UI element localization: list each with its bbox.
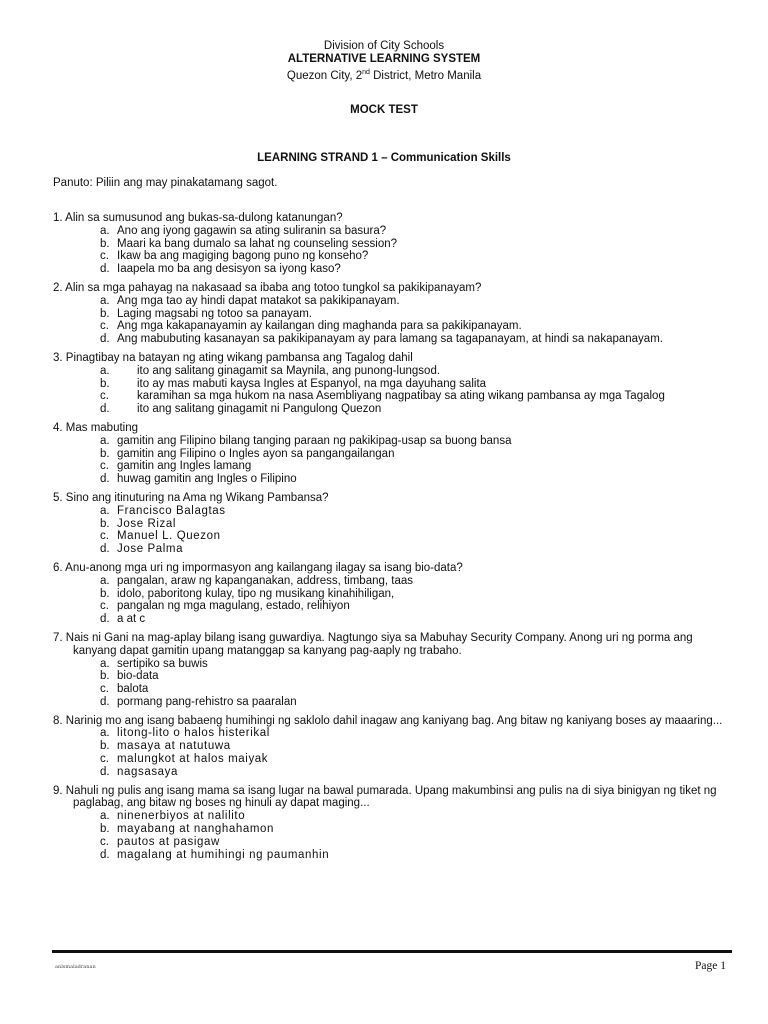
choice-letter: a. [100, 364, 110, 377]
choice-text: gamitin ang Ingles lamang [117, 460, 252, 473]
choice-text: gamitin ang Filipino o Ingles ayon sa pangangailangan [117, 447, 395, 460]
choice-text: ito ang salitang ginagamit ni Pangulong Quezon [137, 403, 382, 416]
choice-letter: b. [100, 740, 110, 753]
page-number: Page 1 [695, 960, 726, 972]
answer-choice [100, 727, 723, 740]
choice-letter: d. [100, 543, 110, 556]
answer-choice [100, 225, 723, 238]
answer-choice [100, 588, 723, 601]
question-6 [53, 562, 723, 626]
choice-letter: c. [100, 683, 109, 696]
choice-letter: c. [100, 600, 109, 613]
choice-text: pangalan, araw ng kapanganakan, address, timbang, taas [117, 574, 414, 587]
choice-text: balota [117, 683, 149, 696]
document-header [0, 40, 768, 83]
choice-letter: d. [100, 695, 110, 708]
answer-choice [100, 658, 723, 671]
header-location [0, 66, 768, 83]
answer-choice [100, 263, 723, 276]
choice-letter: b. [100, 237, 110, 250]
answer-choice [100, 250, 723, 263]
choice-letter: c. [100, 320, 109, 333]
question-2 [53, 282, 723, 346]
choice-text: magalang at humihingi ng paumanhin [117, 848, 330, 861]
answer-choice [100, 505, 723, 518]
answer-choice [100, 365, 723, 378]
answer-choice [100, 849, 723, 862]
choice-text: Jose Rizal [117, 517, 177, 530]
choice-letter: a. [100, 727, 110, 740]
header-location-district: District, Metro Manila [369, 69, 482, 82]
answer-choice [100, 575, 723, 588]
answer-choice [100, 403, 723, 416]
choice-letter: b. [100, 307, 110, 320]
answer-choice [100, 448, 723, 461]
header-program: ALTERNATIVE LEARNING SYSTEM [287, 53, 481, 65]
choice-letter: a. [100, 504, 110, 517]
question-stem: 1. Alin sa sumusunod ang bukas-sa-dulong katanungan? [53, 212, 343, 224]
choice-text: Maari ka bang dumalo sa lahat ng counseling session? [117, 237, 398, 250]
answer-choice [100, 518, 723, 531]
question-1 [53, 212, 723, 276]
choice-letter: d. [100, 403, 110, 416]
learning-strand-title: LEARNING STRAND 1 – Communication Skills [257, 152, 511, 164]
choice-text: gamitin ang Filipino bilang tanging paraan ng pakikipag-usap sa buong bansa [117, 434, 512, 447]
choice-letter: a. [100, 810, 110, 823]
answer-choice [100, 836, 723, 849]
answer-choice [100, 613, 723, 626]
answer-choice [100, 295, 723, 308]
question-stem: 2. Alin sa mga pahayag na nakasaad sa ibaba ang totoo tungkol sa pakikipanayam? [53, 281, 482, 294]
choice-letter: b. [100, 447, 110, 460]
question-stem: 6. Anu-anong mga uri ng impormasyon ang kailangang ilagay sa isang bio-data? [53, 561, 463, 574]
header-division: Division of City Schools [323, 40, 445, 52]
question-stem: 4. Mas mabuting [53, 421, 139, 434]
choice-letter: a. [100, 574, 110, 587]
choice-letter: b. [100, 517, 110, 530]
question-9 [53, 785, 723, 862]
answer-choice [100, 435, 723, 448]
choice-text: ninenerbiyos at nalilito [117, 810, 246, 823]
answer-choice [100, 823, 723, 836]
choice-text: Francisco Balagtas [117, 504, 226, 517]
answer-choice [100, 308, 723, 321]
choice-text: Ikaw ba ang magiging bagong puno ng konseho? [117, 250, 369, 263]
choice-letter: c. [100, 390, 109, 403]
question-4 [53, 422, 723, 486]
header-location-city: Quezon City, 2 [286, 69, 363, 82]
question-5 [53, 492, 723, 556]
answer-choice [100, 378, 723, 391]
mock-test-title: MOCK TEST [350, 104, 418, 116]
choice-letter: d. [100, 848, 110, 861]
answer-choice [100, 600, 723, 613]
choice-letter: a. [100, 434, 110, 447]
question-stem: 9. Nahuli ng pulis ang isang mama sa isang lugar na bawal pumarada. Upang makumbinsi ang pulis na di siya binigyan ng tiket ng paglabag, ang bitaw ng boses ng hinuli ay dapat maging... [53, 784, 717, 810]
answer-choice [100, 473, 723, 486]
choice-text: idolo, paboritong kulay, tipo ng musikang kinahihiligan, [117, 587, 395, 600]
choice-text: Iaapela mo ba ang desisyon sa iyong kaso? [117, 263, 341, 276]
choice-letter: c. [100, 835, 109, 848]
choice-text: ito ang salitang ginagamit sa Maynila, ang punong-lungsod. [137, 364, 441, 377]
question-stem: 8. Narinig mo ang isang babaeng humihingi ng saklolo dahil inagaw ang kaniyang bag. Ang bitaw ng kaniyang boses ay maaaring... [53, 714, 723, 727]
choice-text: karamihan sa mga hukom na nasa Asembliyang nagpatibay sa ating wikang pambansa ay mga Tagalog [137, 390, 665, 403]
choice-text: Laging magsabi ng totoo sa panayam. [117, 307, 312, 320]
answer-choice [100, 740, 723, 753]
choice-text: sertipiko sa buwis [117, 657, 208, 670]
choice-text: Ang mga tao ay hindi dapat matakot sa pakikipanayam. [117, 294, 400, 307]
choice-text: huwag gamitin ang Ingles o Filipino [117, 473, 297, 486]
choice-text: ito ay mas mabuti kaysa Ingles at Espanyol, na mga dayuhang salita [137, 377, 487, 390]
answer-choice [100, 810, 723, 823]
choice-text: Ang mabubuting kasanayan sa pakikipanayam ay para lamang sa tagapanayam, at hindi sa nakapanayam. [117, 333, 663, 346]
choice-text: litong-lito o halos histerikal [117, 727, 270, 740]
answer-choice [100, 530, 723, 543]
choice-letter: b. [100, 670, 110, 683]
header-location-sup: nd [362, 69, 370, 76]
choice-letter: a. [100, 224, 110, 237]
choice-letter: b. [100, 377, 110, 390]
choice-letter: a. [100, 294, 110, 307]
choice-text: pautos at pasigaw [117, 835, 220, 848]
choice-letter: c. [100, 460, 109, 473]
choice-letter: a. [100, 657, 110, 670]
answer-choice [100, 320, 723, 333]
question-7 [53, 632, 723, 709]
answer-choice [100, 543, 723, 556]
choice-text: pormang pang-rehistro sa paaralan [117, 695, 297, 708]
question-3 [53, 352, 723, 416]
footer-author: anlsmaladranan [55, 964, 96, 970]
answer-choice [100, 333, 723, 346]
choice-letter: d. [100, 333, 110, 346]
question-stem: 3. Pinagtibay na batayan ng ating wikang pambansa ang Tagalog dahil [53, 351, 413, 364]
answer-choice [100, 753, 723, 766]
choice-letter: d. [100, 765, 110, 778]
question-stem: 7. Nais ni Gani na mag-aplay bilang isang guwardiya. Nagtungo siya sa Mabuhay Security Company. Anong uri ng porma ang kanyang dapat gamitin upang matanggap sa kanyang pag-aaply ng trabaho. [53, 631, 693, 657]
choice-text: Ang mga kakapanayamin ay kailangan ding maghanda para sa pakikipanayam. [117, 320, 522, 333]
choice-text: Ano ang iyong gagawin sa ating suliranin sa basura? [117, 224, 387, 237]
answer-choice [100, 696, 723, 709]
choice-text: bio-data [117, 670, 159, 683]
choice-text: pangalan ng mga magulang, estado, relihiyon [117, 600, 350, 613]
choice-text: masaya at natutuwa [117, 740, 231, 753]
choice-text: nagsasaya [117, 765, 179, 778]
choice-letter: c. [100, 250, 109, 263]
choice-text: a at c [117, 613, 146, 626]
choice-text: Jose Palma [117, 543, 184, 556]
answer-choice [100, 238, 723, 251]
choice-letter: c. [100, 753, 109, 766]
answer-choice [100, 683, 723, 696]
choice-text: malungkot at halos maiyak [117, 753, 269, 766]
choice-text: Manuel L. Quezon [117, 530, 221, 543]
question-8 [53, 715, 723, 779]
instructions: Panuto: Piliin ang may pinakatamang sagot. [53, 177, 278, 189]
choice-letter: b. [100, 823, 110, 836]
answer-choice [100, 390, 723, 403]
choice-letter: b. [100, 587, 110, 600]
footer-divider [52, 950, 732, 953]
choice-text: mayabang at nanghahamon [117, 823, 275, 836]
answer-choice [100, 766, 723, 779]
choice-letter: c. [100, 530, 109, 543]
answer-choice [100, 670, 723, 683]
question-stem: 5. Sino ang itinuturing na Ama ng Wikang Pambansa? [53, 491, 329, 504]
choice-letter: d. [100, 613, 110, 626]
answer-choice [100, 460, 723, 473]
choice-letter: d. [100, 473, 110, 486]
question-list [53, 212, 723, 867]
choice-letter: d. [100, 263, 110, 276]
